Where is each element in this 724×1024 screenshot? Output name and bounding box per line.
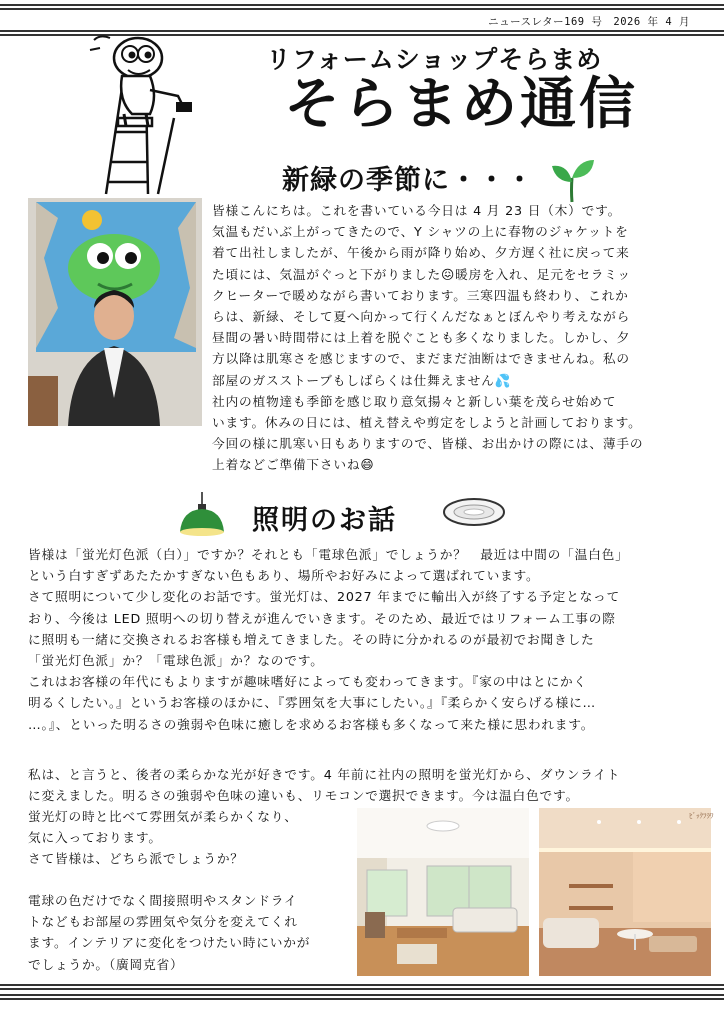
body-line: 蛍光灯の時と比べて雰囲気が柔らかくなり、: [28, 809, 298, 824]
pendant-lamp-icon: [174, 492, 230, 542]
body-line: に変えました。明るさの強弱や色味の違いも、リモコンで選択できます。今は温白色です。: [28, 788, 579, 804]
body-line: 皆様は「蛍光灯色派（白）」ですか？それとも「電球色派」でしょうか？ 最近は中間の「温白色」: [28, 547, 629, 562]
section2-body-3: [28, 806, 298, 870]
body-line: さて照明について少し変化のお話です。蛍光灯は、2027 年までに輸出入が終了する予定となって: [28, 589, 621, 605]
body-line: 昼間の暑い時間帯には上着を脱ぐことも多くなりました。しかし、夕: [212, 330, 631, 346]
ceiling-light-icon: [442, 494, 506, 532]
body-line: た頃には、気温がぐっと下がりました😖暖房を入れ、足元をセラミッ: [212, 266, 631, 282]
photo-credit: ﾋﾞｯｸﾌﾗﾜ: [689, 812, 714, 820]
shop-name: リフォームショップそらまめ: [266, 45, 603, 74]
body-line: います。休みの日には、植え替えや剪定をしようと計画しております。: [212, 415, 642, 431]
body-line: 私は、と言うと、後者の柔らかな光が好きです。4 年前に社内の照明を蛍光灯から、ダウンライト: [28, 767, 621, 782]
section2-heading: 照明のお話: [252, 505, 397, 536]
body-line: 電球の色だけでなく間接照明やスタンドライ: [28, 893, 298, 908]
body-line: 方以降は肌寒さを感じますので、まだまだ油断はできませんね。私の: [212, 351, 630, 367]
section2-body-4: [28, 890, 310, 975]
body-line: 今回の様に肌寒い日もありますので、皆様、お出かけの際には、薄手の: [212, 436, 644, 452]
bottom-rule: [0, 984, 724, 990]
top-rule: [0, 4, 724, 10]
body-line: ます。インテリアに変化をつけたい時にいかが: [28, 935, 311, 951]
body-line: らは、新緑、そして夏へ向かって行くんだなぁとぼんやり考えながら: [212, 309, 631, 325]
body-line: 部屋のガスストーブもしばらくは仕舞えません💦: [212, 372, 512, 388]
section1-heading: 新緑の季節に・・・: [282, 165, 534, 196]
indirect-lighting-photo: [539, 808, 714, 976]
body-line: 社内の植物達も季節を感じ取り意気揚々と新しい葉を茂らせ始めて: [212, 393, 617, 409]
section2-heading-row: [174, 492, 514, 548]
body-line: クヒーターで暖めながら書いております。三寒四温も終わり、これか: [212, 287, 629, 303]
body-line: …。』、といった明るさの強弱や色味に癒しを求めるお客様も多くなって来た様に思われます。: [28, 716, 595, 732]
mascot-illustration: [88, 30, 200, 196]
body-line: 「蛍光灯色派」か？「電球色派」か？なのです。: [28, 653, 324, 669]
body-line: 気温もだいぶ上がってきたので、Y シャツの上に春物のジャケットを: [212, 224, 629, 240]
body-line: これはお客様の年代にもよりますが趣味嗜好によっても変わってきます。『家の中はとにかく: [28, 674, 587, 690]
body-line: 皆様こんにちは。これを書いている今日は 4 月 23 日（木）です。: [212, 203, 622, 218]
living-room-photo: [357, 808, 529, 976]
leaf-sprout-icon: [548, 156, 596, 204]
body-line: おり、今後は LED 照明への切り替えが進んでいきます。そのため、最近ではリフォーム工事の際: [28, 610, 616, 626]
section2-body-2: [28, 764, 620, 806]
body-line: でしょうか。（廣岡克省）: [28, 956, 184, 972]
president-photo: [28, 198, 202, 426]
issue-label: ニュースレター169 号 2026 年 4 月: [488, 16, 690, 28]
body-line: という白すぎずあたたかすぎない色もあり、場所やお好みによって選ばれています。: [28, 568, 540, 584]
body-line: 上着などご準備下さいね😄: [212, 457, 375, 473]
body-line: 着て出社しましたが、午後から雨が降り始め、夕方遅く社に戻って来: [212, 245, 630, 261]
body-line: トなどもお部屋の雰囲気や気分を変えてくれ: [28, 914, 298, 930]
body-line: に照明も一緒に交換されるお客様も増えてきました。その時に分かれるのが最初でお聞きした: [28, 631, 595, 647]
body-line: 明るくしたい。』というお客様のほかに、『雰囲気を大事にしたい。』『柔らかく安らげる様に…: [28, 695, 597, 711]
section1-body: [212, 200, 643, 476]
body-line: 気に入っております。: [28, 830, 162, 846]
section2-body: [28, 544, 629, 735]
newsletter-title: そらまめ通信: [284, 72, 638, 137]
body-line: さて皆様は、どちら派でしょうか？: [28, 851, 244, 867]
bottom-rule-2: [0, 994, 724, 1000]
